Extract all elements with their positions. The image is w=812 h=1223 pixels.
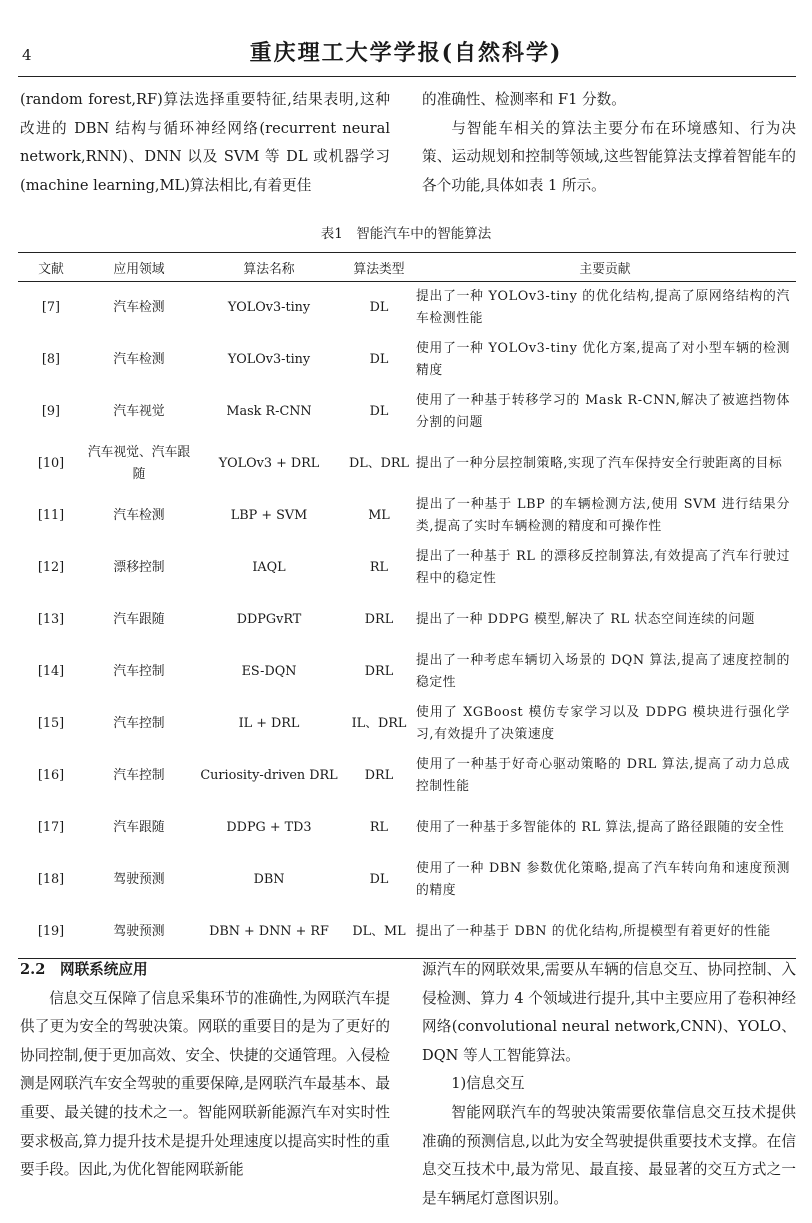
- table-row: [18, 334, 796, 386]
- section-left-paragraph: 信息交互保障了信息采集环节的准确性,为网联汽车提供了更为安全的驾驶决策。网联的重要目的是为了更好的协同控制,便于更加高效、安全、快捷的交通管理。入侵检测是网联汽车安全驾驶的重要保障,是网联汽车最基本、最重要、最关键的技术之一。智能网联新能源汽车对实时性要求极高,算力提升技术是提升处理速度以提高实时性的重要手段。因此,为优化智能网联新能: [20, 989, 390, 1179]
- cell-type: DRL: [364, 768, 394, 783]
- cell-type: DL、ML: [344, 906, 414, 959]
- section-heading: 2.2 网联系统应用: [20, 961, 148, 978]
- cell-name: DDPG + TD3: [226, 820, 312, 835]
- cell-name: DBN: [253, 872, 285, 887]
- page-number: 4: [22, 46, 32, 64]
- cell-type: ML: [368, 508, 390, 523]
- cell-contribution: 提出了一种基于 RL 的漂移反控制算法,有效提高了汽车行驶过程中的稳定性: [416, 549, 790, 586]
- cell-ref: [15]: [37, 716, 65, 731]
- cell-ref: [11]: [37, 508, 65, 523]
- top-left-column: [20, 86, 390, 200]
- cell-type: RL: [369, 820, 389, 835]
- cell-type: DL、DRL: [349, 456, 409, 471]
- header-name: 算法名称: [194, 253, 344, 282]
- cell-ref: [16]: [37, 768, 65, 783]
- cell-type: DL: [369, 404, 389, 419]
- table-row: [18, 386, 796, 438]
- cell-contribution: 使用了一种基于转移学习的 Mask R-CNN,解决了被遮挡物体分割的问题: [416, 393, 790, 430]
- table-row: [18, 750, 796, 802]
- cell-field: 汽车检测: [113, 300, 165, 315]
- cell-name: DDPGvRT: [236, 612, 302, 627]
- cell-field: 汽车控制: [113, 716, 165, 731]
- cell-name: Curiosity-driven DRL: [200, 768, 338, 783]
- header-rule: [18, 76, 796, 77]
- cell-type: DL: [369, 300, 389, 315]
- table-row: [18, 802, 796, 854]
- cell-contribution: 提出了一种基于 LBP 的车辆检测方法,使用 SVM 进行结果分类,提高了实时车辆检测的精度和可操作性: [416, 497, 790, 534]
- cell-field: 汽车控制: [113, 768, 165, 783]
- cell-field: 汽车跟随: [113, 612, 165, 627]
- header-contribution: 主要贡献: [414, 253, 796, 282]
- cell-name: IL + DRL: [238, 716, 300, 731]
- cell-type: DL: [369, 872, 389, 887]
- bottom-right-column: [422, 956, 796, 1213]
- cell-ref: [9]: [41, 404, 61, 419]
- cell-ref: [8]: [41, 352, 61, 367]
- cell-field: 汽车跟随: [113, 820, 165, 835]
- header-type: 算法类型: [344, 253, 414, 282]
- section-right-paragraph-1: 源汽车的网联效果,需要从车辆的信息交互、协同控制、入侵检测、算力 4 个领域进行提升,其中主要应用了卷积神经网络(convolutional neural network,CNN)、YOLO、DQN 等人工智能算法。: [422, 961, 796, 1064]
- cell-field: 汽车控制: [113, 664, 165, 679]
- top-left-paragraph: (random forest,RF)算法选择重要特征,结果表明,这种改进的 DBN 结构与循环神经网络(recurrent neural network,RNN)、DNN 以及 SVM 等 DL 或机器学习(machine learning,ML)算法相比,有着更佳: [20, 91, 390, 194]
- cell-field: 汽车检测: [113, 508, 165, 523]
- cell-field: 汽车检测: [113, 352, 165, 367]
- table-row: [18, 854, 796, 906]
- cell-name: LBP + SVM: [230, 508, 308, 523]
- cell-contribution: 提出了一种考虑车辆切入场景的 DQN 算法,提高了速度控制的稳定性: [416, 653, 790, 690]
- subheading-information-interaction: 1)信息交互: [451, 1075, 525, 1093]
- top-right-paragraph-2: 与智能车相关的算法主要分布在环境感知、行为决策、运动规划和控制等领域,这些智能算法支撑着智能车的各个功能,具体如表 1 所示。: [422, 119, 796, 194]
- header-ref: 文献: [18, 253, 84, 282]
- cell-ref: [14]: [37, 664, 65, 679]
- cell-field: 驾驶预测: [84, 906, 194, 959]
- cell-contribution: 使用了一种 YOLOv3-tiny 优化方案,提高了对小型车辆的检测精度: [416, 341, 790, 378]
- table-caption: 表1 智能汽车中的智能算法: [320, 226, 492, 242]
- table-row: [18, 698, 796, 750]
- cell-ref: [19]: [18, 906, 84, 959]
- cell-field: 驾驶预测: [113, 872, 165, 887]
- cell-contribution: 提出了一种基于 DBN 的优化结构,所提模型有着更好的性能: [414, 906, 796, 959]
- table-row: [18, 542, 796, 594]
- cell-field: 汽车视觉: [113, 404, 165, 419]
- section-right-paragraph-2: 智能网联汽车的驾驶决策需要依靠信息交互技术提供准确的预测信息,以此为安全驾驶提供重要技术支撑。在信息交互技术中,最为常见、最直接、最显著的交互方式之一是车辆尾灯意图识别。: [422, 1103, 796, 1207]
- header-field: 应用领域: [84, 253, 194, 282]
- cell-contribution: 提出了一种 DDPG 模型,解决了 RL 状态空间连续的问题: [416, 612, 755, 627]
- algorithm-table: [18, 252, 796, 959]
- journal-title: 重庆理工大学学报(自然科学): [249, 40, 563, 66]
- table-header-row: [18, 253, 796, 282]
- table-row: [18, 282, 796, 335]
- cell-name: YOLOv3 + DRL: [218, 456, 320, 471]
- cell-type: RL: [369, 560, 389, 575]
- bottom-left-column: [20, 956, 390, 1185]
- cell-field: 汽车视觉、汽车跟随: [87, 445, 191, 482]
- cell-ref: [10]: [37, 456, 65, 471]
- cell-ref: [12]: [37, 560, 65, 575]
- cell-contribution: 使用了一种基于好奇心驱动策略的 DRL 算法,提高了动力总成控制性能: [416, 757, 790, 794]
- cell-type: IL、DRL: [351, 716, 407, 731]
- cell-type: DL: [369, 352, 389, 367]
- cell-contribution: 使用了一种基于多智能体的 RL 算法,提高了路径跟随的安全性: [416, 820, 785, 835]
- top-right-paragraph-1: 的准确性、检测率和 F1 分数。: [422, 91, 626, 108]
- cell-name: ES-DQN: [241, 664, 297, 679]
- cell-type: DRL: [364, 664, 394, 679]
- cell-contribution: 使用了一种 DBN 参数优化策略,提高了汽车转向角和速度预测的精度: [416, 861, 790, 898]
- table-row: [18, 594, 796, 646]
- cell-contribution: 使用了 XGBoost 模仿专家学习以及 DDPG 模块进行强化学习,有效提升了决策速度: [416, 705, 790, 742]
- cell-type: DRL: [364, 612, 394, 627]
- cell-ref: [13]: [37, 612, 65, 627]
- table-body: [18, 282, 796, 959]
- table-row: [18, 438, 796, 490]
- cell-ref: [18]: [37, 872, 65, 887]
- cell-ref: [17]: [37, 820, 65, 835]
- cell-name: DBN + DNN + RF: [194, 906, 344, 959]
- cell-field: 漂移控制: [113, 560, 165, 575]
- cell-contribution: 提出了一种分层控制策略,实现了汽车保持安全行驶距离的目标: [416, 456, 783, 471]
- cell-ref: [7]: [41, 300, 61, 315]
- cell-name: IAQL: [252, 560, 286, 575]
- cell-contribution: 提出了一种 YOLOv3-tiny 的优化结构,提高了原网络结构的汽车检测性能: [416, 289, 790, 326]
- table-row: [18, 906, 796, 959]
- table-row: [18, 646, 796, 698]
- cell-name: YOLOv3-tiny: [227, 352, 311, 367]
- table-row: [18, 490, 796, 542]
- cell-name: YOLOv3-tiny: [227, 300, 311, 315]
- cell-name: Mask R-CNN: [226, 404, 312, 419]
- top-right-column: [422, 86, 796, 200]
